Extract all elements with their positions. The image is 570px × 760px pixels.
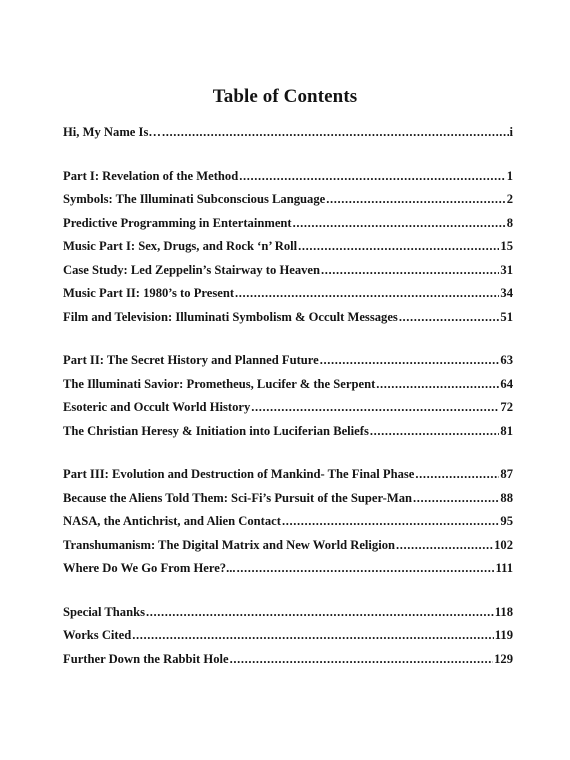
toc-entry-title: Part III: Evolution and Destruction of Mankind- The Final Phase <box>63 467 415 481</box>
toc-entry-page: 95 <box>500 514 513 528</box>
dot-leader <box>162 121 509 145</box>
dot-leader <box>146 601 494 625</box>
toc-entry-page: 129 <box>494 651 513 666</box>
page-title: Table of Contents <box>212 86 358 107</box>
dot-leader <box>396 534 493 558</box>
toc-entry-page: 2 <box>506 192 513 206</box>
toc-entry-title: Hi, My Name Is… <box>63 125 161 139</box>
toc-entry-title: Predictive Programming in Entertainment <box>63 215 292 230</box>
dot-leader <box>293 212 506 236</box>
toc-entry-page: 8 <box>506 215 513 230</box>
toc-entry-title: Music Part I: Sex, Drugs, and Rock ‘n’ Roll <box>63 239 298 253</box>
toc-entry-title: Symbols: The Illuminati Subconscious Language <box>63 192 326 206</box>
toc-entry[interactable] <box>63 557 513 581</box>
toc-entry[interactable] <box>63 282 513 306</box>
dot-leader <box>413 487 499 511</box>
toc-entry[interactable] <box>63 534 513 558</box>
toc-entry-page: 15 <box>500 239 513 253</box>
toc-entry[interactable] <box>63 396 513 420</box>
dot-leader <box>239 165 505 189</box>
dot-leader <box>415 463 499 487</box>
toc-entry-title: Part II: The Secret History and Planned Future <box>63 353 319 367</box>
toc-entry[interactable] <box>63 463 513 487</box>
toc-entry-page: 88 <box>500 490 513 505</box>
toc-entry-title: Case Study: Led Zeppelin’s Stairway to Heaven <box>63 262 321 277</box>
toc-entry-title: The Christian Heresy & Initiation into Luciferian Beliefs <box>63 423 369 438</box>
dot-leader <box>376 373 499 397</box>
toc-group-back-matter <box>63 601 513 672</box>
toc-entry[interactable] <box>63 349 513 373</box>
toc-entry-page: i <box>509 125 513 139</box>
dot-leader <box>326 188 505 212</box>
toc-entry-page: 31 <box>500 262 513 277</box>
toc-entry-title: Works Cited <box>63 628 132 642</box>
toc-entry[interactable] <box>63 648 513 672</box>
toc-entry-title: Because the Aliens Told Them: Sci-Fi’s Pursuit of the Super-Man <box>63 490 413 505</box>
toc-entry[interactable] <box>63 420 513 444</box>
dot-leader <box>237 557 495 581</box>
toc-entry-title: Esoteric and Occult World History <box>63 400 251 414</box>
table-of-contents <box>63 121 513 691</box>
toc-entry[interactable] <box>63 624 513 648</box>
dot-leader <box>298 235 499 259</box>
toc-entry[interactable] <box>63 235 513 259</box>
toc-entry-title: Where Do We Go From Here?... <box>63 561 236 575</box>
dot-leader <box>282 510 499 534</box>
dot-leader <box>230 648 494 672</box>
toc-entry-title: Special Thanks <box>63 604 146 619</box>
toc-entry-page: 111 <box>495 561 513 575</box>
toc-entry-title: Transhumanism: The Digital Matrix and New World Religion <box>63 537 396 552</box>
toc-entry-page: 72 <box>500 400 513 414</box>
toc-entry[interactable] <box>63 212 513 236</box>
toc-entry-page: 87 <box>500 467 513 481</box>
toc-entry[interactable] <box>63 259 513 283</box>
toc-entry[interactable] <box>63 510 513 534</box>
toc-entry-page: 34 <box>500 286 513 300</box>
toc-group-part-1 <box>63 165 513 330</box>
toc-entry[interactable] <box>63 601 513 625</box>
toc-entry-page: 102 <box>494 537 513 552</box>
toc-entry-page: 119 <box>494 628 513 642</box>
dot-leader <box>251 396 499 420</box>
toc-entry[interactable] <box>63 487 513 511</box>
toc-entry-page: 63 <box>500 353 513 367</box>
toc-entry[interactable] <box>63 165 513 189</box>
dot-leader <box>320 349 500 373</box>
toc-group-front-matter <box>63 121 513 145</box>
dot-leader <box>399 306 500 330</box>
toc-entry-page: 51 <box>500 309 513 324</box>
toc-entry-title: The Illuminati Savior: Prometheus, Lucifer & the Serpent <box>63 376 376 391</box>
dot-leader <box>370 420 500 444</box>
toc-entry-page: 81 <box>500 423 513 438</box>
toc-entry-title: Film and Television: Illuminati Symbolism & Occult Messages <box>63 309 398 324</box>
toc-entry-title: Further Down the Rabbit Hole <box>63 651 229 666</box>
toc-entry-title: Part I: Revelation of the Method <box>63 168 239 183</box>
toc-group-part-3 <box>63 463 513 581</box>
toc-entry-page: 64 <box>500 376 513 391</box>
toc-entry-title: Music Part II: 1980’s to Present <box>63 286 235 300</box>
toc-group-part-2 <box>63 349 513 443</box>
dot-leader <box>235 282 499 306</box>
dot-leader <box>321 259 499 283</box>
dot-leader <box>132 624 494 648</box>
toc-entry[interactable] <box>63 188 513 212</box>
toc-entry[interactable] <box>63 121 513 145</box>
toc-entry[interactable] <box>63 373 513 397</box>
toc-entry[interactable] <box>63 306 513 330</box>
toc-entry-title: NASA, the Antichrist, and Alien Contact <box>63 514 281 528</box>
toc-entry-page: 1 <box>506 168 513 183</box>
toc-entry-page: 118 <box>494 604 513 619</box>
